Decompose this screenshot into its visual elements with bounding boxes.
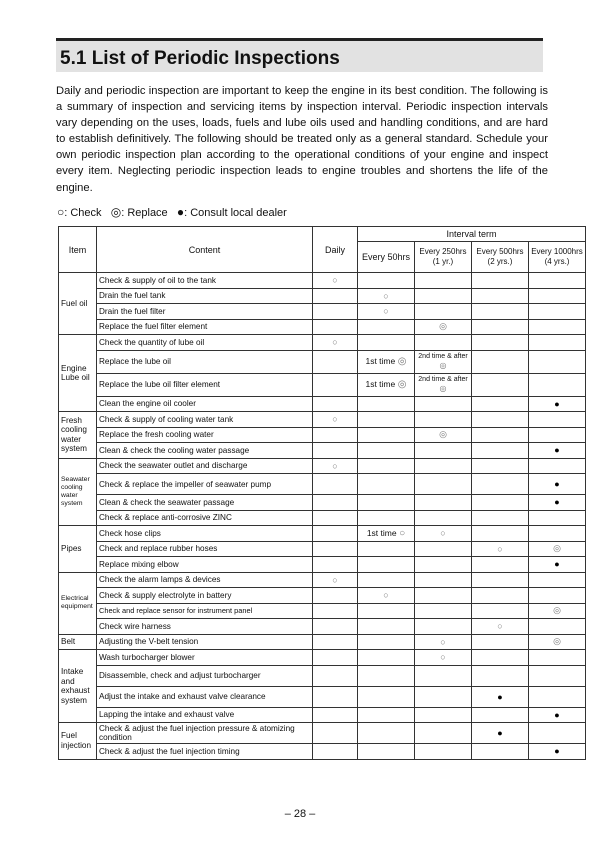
replace-symbol-icon: ◎ — [110, 205, 122, 219]
mark-cell: ◎ — [415, 427, 472, 443]
mark-cell: ○ — [313, 412, 358, 428]
row-content: Check wire harness — [97, 619, 313, 635]
group-fuel-injection: Fuel injection — [59, 723, 97, 760]
row-content: Clean the engine oil cooler — [97, 396, 313, 412]
row-content: Check hose clips — [97, 526, 313, 542]
row-content: Check & adjust the fuel injection pressure & atomizing condition — [97, 723, 313, 744]
mark-cell: ◎ — [529, 541, 586, 557]
mark-cell: ● — [472, 723, 529, 744]
group-intake-exhaust: Intake and exhaust system — [59, 650, 97, 723]
mark-cell: 1st time ◎ — [358, 350, 415, 373]
mark-cell: ● — [529, 443, 586, 459]
mark-cell: ○ — [313, 458, 358, 474]
mark-cell: ○ — [472, 541, 529, 557]
mark-cell: ○ — [358, 288, 415, 304]
row-content: Check the alarm lamps & devices — [97, 572, 313, 588]
header-every-500: Every 500hrs (2 yrs.) — [472, 242, 529, 273]
mark-cell: ○ — [415, 650, 472, 666]
row-content: Disassemble, check and adjust turbocharger — [97, 665, 313, 686]
row-content: Replace the fuel filter element — [97, 319, 313, 335]
row-content: Clean & check the seawater passage — [97, 495, 313, 511]
row-content: Adjusting the V-belt tension — [97, 634, 313, 650]
row-content: Lapping the intake and exhaust valve — [97, 707, 313, 723]
dealer-label: : Consult local dealer — [184, 207, 287, 219]
header-item: Item — [59, 227, 97, 273]
row-content: Replace the lube oil — [97, 350, 313, 373]
mark-cell: 2nd time & after ◎ — [415, 350, 472, 373]
mark-cell: ○ — [415, 526, 472, 542]
row-content: Check & supply of cooling water tank — [97, 412, 313, 428]
mark-cell: ◎ — [415, 319, 472, 335]
check-symbol-icon: ○ — [57, 205, 65, 219]
mark-cell: ◎ — [529, 634, 586, 650]
mark-cell: ● — [529, 557, 586, 573]
group-belt: Belt — [59, 634, 97, 650]
mark-cell: ○ — [313, 572, 358, 588]
mark-cell: 1st time ○ — [358, 526, 415, 542]
mark-cell: ○ — [415, 634, 472, 650]
mark-cell: 2nd time & after ◎ — [415, 373, 472, 396]
mark-cell: ● — [529, 396, 586, 412]
mark-cell: ● — [529, 495, 586, 511]
mark-cell: ○ — [358, 588, 415, 604]
mark-cell: ◎ — [529, 603, 586, 619]
section-title-bar — [56, 38, 543, 72]
row-content: Clean & check the cooling water passage — [97, 443, 313, 459]
row-content: Drain the fuel filter — [97, 304, 313, 320]
mark-cell: ○ — [313, 335, 358, 351]
row-content: Wash turbocharger blower — [97, 650, 313, 666]
mark-cell: ○ — [313, 273, 358, 289]
mark-cell: ● — [529, 707, 586, 723]
page-number: – 28 – — [284, 808, 316, 820]
row-content: Check & replace anti-corrosive ZINC — [97, 510, 313, 526]
section-title: 5.1 List of Periodic Inspections — [60, 48, 340, 69]
header-every-50: Every 50hrs — [358, 242, 415, 273]
mark-cell: ○ — [472, 619, 529, 635]
row-content: Adjust the intake and exhaust valve clearance — [97, 686, 313, 707]
row-content: Drain the fuel tank — [97, 288, 313, 304]
row-content: Check the quantity of lube oil — [97, 335, 313, 351]
mark-cell: ● — [529, 474, 586, 495]
inspection-table — [58, 226, 586, 760]
replace-label: : Replace — [121, 207, 168, 219]
mark-cell: ○ — [358, 304, 415, 320]
row-content: Check & supply electrolyte in battery — [97, 588, 313, 604]
row-content: Replace the lube oil filter element — [97, 373, 313, 396]
legend — [57, 205, 287, 219]
intro-paragraph: Daily and periodic inspection are important to keep the engine in its best condition. The following is a summary of inspection and servicing items by inspection interval. Periodic inspection intervals vary depending on the uses, loads, fuels and lube oils used and handling conditions, and are hard to establish definitively. The following should be treated only as a general standard. Schedule your own periodic inspection plan according to the operational conditions of your engine and inspect every item. Neglecting periodic inspection leads to engine troubles and shortens the life of the engine. — [56, 85, 548, 194]
mark-cell: 1st time ◎ — [358, 373, 415, 396]
header-content: Content — [97, 227, 313, 273]
row-content: Check and replace sensor for instrument panel — [97, 603, 313, 619]
row-content: Check & adjust the fuel injection timing — [97, 744, 313, 760]
header-every-1000: Every 1000hrs (4 yrs.) — [529, 242, 586, 273]
row-content: Check and replace rubber hoses — [97, 541, 313, 557]
row-content: Replace mixing elbow — [97, 557, 313, 573]
mark-cell: ● — [472, 686, 529, 707]
row-content: Replace the fresh cooling water — [97, 427, 313, 443]
mark-cell: ● — [529, 744, 586, 760]
header-daily: Daily — [313, 227, 358, 273]
dealer-symbol-icon: ● — [176, 205, 185, 219]
group-fresh-cooling: Fresh cooling water system — [59, 412, 97, 459]
row-content: Check & replace the impeller of seawater pump — [97, 474, 313, 495]
header-interval-term: Interval term — [358, 227, 586, 242]
header-every-250: Every 250hrs (1 yr.) — [415, 242, 472, 273]
group-engine-lube-oil: Engine Lube oil — [59, 335, 97, 412]
group-pipes: Pipes — [59, 526, 97, 573]
group-fuel-oil: Fuel oil — [59, 273, 97, 335]
group-seawater-cooling: Seawater cooling water system — [59, 458, 97, 526]
row-content: Check the seawater outlet and discharge — [97, 458, 313, 474]
row-content: Check & supply of oil to the tank — [97, 273, 313, 289]
group-electrical: Electrical equipment — [59, 572, 97, 634]
check-label: : Check — [64, 207, 102, 219]
